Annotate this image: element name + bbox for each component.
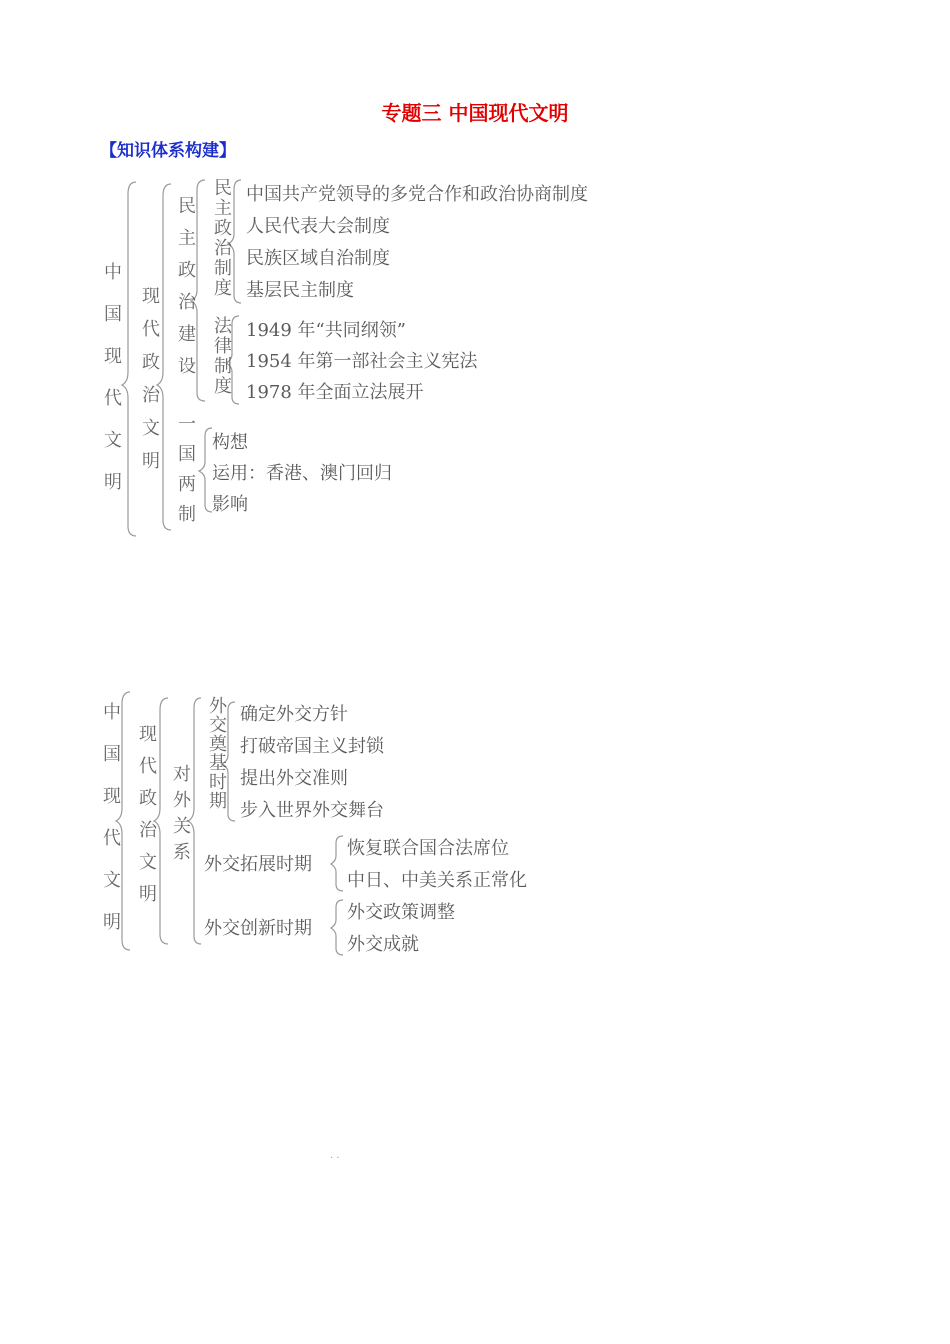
root-label: 中国现代文明: [101, 262, 122, 514]
legal-system-label: 法律制度: [211, 316, 232, 396]
expansion-period-label: 外交拓展时期: [204, 854, 312, 875]
list-item: 提出外交准则: [240, 768, 348, 789]
innovation-period-label: 外交创新时期: [204, 918, 312, 939]
page-title: 专题三 中国现代文明: [381, 101, 569, 125]
list-item: 民族区域自治制度: [246, 248, 390, 269]
list-item: 运用：香港、澳门回归: [212, 463, 392, 484]
list-item: 恢复联合国合法席位: [347, 838, 509, 859]
foundation-period-label: 外交奠基时期: [206, 696, 227, 810]
list-item: 步入世界外交舞台: [240, 800, 384, 821]
list-item: 人民代表大会制度: [246, 216, 390, 237]
level1-label: 现代政治文明: [139, 286, 160, 484]
democratic-politics-label: 民主政治建设: [175, 196, 196, 388]
list-item: 外交政策调整: [347, 902, 455, 923]
footer-mark: . .: [330, 1150, 340, 1161]
list-item: 1954 年第一部社会主义宪法: [246, 351, 478, 372]
list-item: 打破帝国主义封锁: [240, 736, 384, 757]
level1-label-2: 现代政治文明: [136, 724, 157, 916]
list-item: 确定外交方针: [240, 704, 348, 725]
root-label-2: 中国现代文明: [100, 702, 121, 954]
list-item: 基层民主制度: [246, 280, 354, 301]
list-item: 1978 年全面立法展开: [246, 382, 424, 403]
list-item: 影响: [212, 494, 248, 515]
one-country-two-systems-label: 一国两制: [175, 414, 196, 534]
list-item: 构想: [212, 432, 248, 453]
foreign-relations-label: 对外关系: [170, 764, 191, 868]
list-item: 中日、中美关系正常化: [347, 870, 527, 891]
section-heading: 【知识体系构建】: [100, 141, 236, 161]
democratic-system-label: 民主政治制度: [211, 178, 232, 298]
list-item: 1949 年“共同纲领”: [246, 320, 406, 341]
list-item: 中国共产党领导的多党合作和政治协商制度: [246, 184, 588, 205]
list-item: 外交成就: [347, 934, 419, 955]
